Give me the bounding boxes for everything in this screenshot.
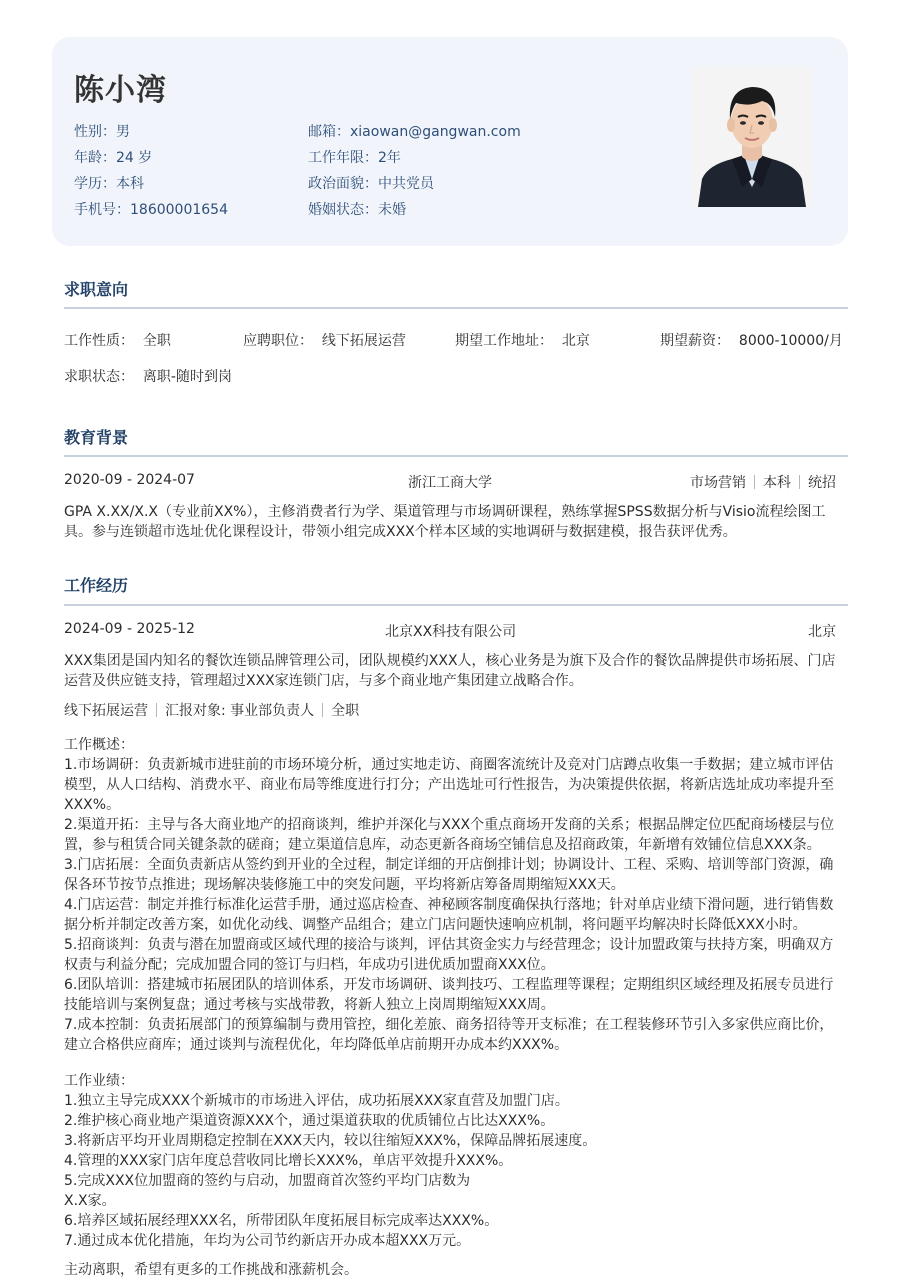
education-tags [690, 472, 836, 492]
marital-row [308, 199, 406, 219]
overview-line: 模型，从人口结构、消费水平、商业布局等维度进行打分；产出选址可行性报告，为决策提供依据，将新店选址成功率提升至 [64, 777, 834, 793]
work-city: 北京 [808, 624, 836, 640]
overview-line: XXX%。 [64, 797, 121, 813]
job-type-tag: 全职 [331, 703, 360, 719]
overview-line: 置，参与租赁合同关键条款的磋商；建立渠道信息库，动态更新各商场空铺信息及招商政策，年新增有效铺位信息XXX条。 [64, 837, 821, 853]
expected-salary-value: 8000-10000/月 [738, 333, 843, 349]
profile-photo [692, 67, 812, 207]
overview-line: 建立合格供应商库；通过谈判与流程优化，年均降低单店前期开办成本约XXX%。 [64, 1037, 569, 1053]
job-status-label: 求职状态： [64, 369, 134, 385]
achievement-line: 6.培养区域拓展经理XXX名，所带团队年度拓展目标完成率达XXX%。 [64, 1213, 499, 1229]
target-position [243, 330, 406, 350]
tag-separator [799, 475, 800, 489]
work-achievements [64, 1071, 844, 1251]
phone-row [74, 199, 228, 219]
portrait-image [692, 67, 812, 207]
tag-separator [156, 703, 157, 717]
intention-divider [64, 307, 848, 309]
overview-line: 4.门店运营：制定并推行标准化运营手册，通过巡店检查、神秘顾客制度确保执行落地；针对单店业绩下滑问题，进行销售数 [64, 897, 834, 913]
achievement-list [64, 1091, 844, 1251]
achievement-line: X.X家。 [64, 1193, 116, 1209]
company-desc-line: XXX集团是国内知名的餐饮连锁品牌管理公司，团队规模约XXX人，核心业务是为旗下及合作的餐饮品牌提供市场拓展、门店 [64, 653, 836, 669]
company-description [64, 651, 844, 691]
years-value: 2年 [378, 150, 401, 166]
education-row [74, 173, 144, 193]
gender-row [74, 121, 130, 141]
education-desc-line: GPA X.XX/X.X（专业前XX%），主修消费者行为学、渠道管理与市场调研课程，熟练掌握SPSS数据分析与Visio流程绘图工 [64, 504, 826, 520]
age-value: 24 岁 [116, 150, 153, 166]
years-row [308, 147, 401, 167]
achievement-line: 3.将新店平均开业周期稳定控制在XXX天内，较以往缩短XXX%，保障品牌拓展速度。 [64, 1133, 597, 1149]
email-row [308, 121, 521, 141]
achievement-label: 工作业绩： [64, 1073, 134, 1089]
education-title: 教育背景 [64, 428, 129, 447]
overview-line: 技能培训与案例复盘；通过考核与实战带教，将新人独立上岗周期缩短XXX周。 [64, 997, 555, 1013]
achievement-line: 4.管理的XXX家门店年度总营收同比增长XXX%，单店平效提升XXX%。 [64, 1153, 513, 1169]
overview-line: 权责与利益分配；完成加盟合同的签订与归档，年成功引进优质加盟商XXX位。 [64, 957, 555, 973]
admission-type: 统招 [808, 475, 836, 491]
target-position-label: 应聘职位： [243, 333, 313, 349]
achievement-line: 5.完成XXX位加盟商的签约与启动，加盟商首次签约平均门店数为 [64, 1173, 471, 1189]
job-type-label: 工作性质： [64, 333, 134, 349]
achievement-line: 7.通过成本优化措施，年均为公司节约新店开办成本超XXX万元。 [64, 1233, 471, 1249]
overview-line: 1.市场调研：负责新城市进驻前的市场环境分析，通过实地走访、商圈客流统计及竞对门店蹲点收集一手数据；建立城市评估 [64, 757, 834, 773]
tag-separator [322, 703, 323, 717]
intention-title: 求职意向 [64, 280, 129, 299]
marital-label: 婚姻状态： [308, 202, 378, 218]
political-value: 中共党员 [378, 176, 434, 192]
overview-line: 7.成本控制：负责拓展部门的预算编制与费用管控，细化差旅、商务招待等开支标准；在工程装修环节引入多家供应商比价， [64, 1017, 834, 1033]
degree: 本科 [763, 475, 791, 491]
overview-line: 6.团队培训：搭建城市拓展团队的培训体系，开发市场调研、谈判技巧、工程监理等课程；定期组织区域经理及拓展专员进行 [64, 977, 834, 993]
school-name: 浙江工商大学 [408, 475, 492, 491]
overview-line: 2.渠道开拓：主导与各大商业地产的招商谈判，维护并深化与XXX个重点商场开发商的关系；根据品牌定位匹配商场楼层与位 [64, 817, 835, 833]
education-value: 本科 [116, 176, 144, 192]
gender-value: 男 [116, 124, 130, 140]
overview-line: 据分析并制定改善方案，如优化动线、调整产品组合；建立门店问题快速响应机制，将问题平均解决时长降低XXX小时。 [64, 917, 807, 933]
company-name: 北京XX科技有限公司 [385, 624, 517, 640]
work-period: 2024-09 - 2025-12 [64, 621, 195, 637]
job-type-value: 全职 [142, 333, 171, 349]
overview-line: 保各环节按节点推进；现场解决装修施工中的突发问题，平均将新店筹备周期缩短XXX天。 [64, 877, 625, 893]
major: 市场营销 [690, 475, 746, 491]
phone-label: 手机号： [74, 202, 130, 218]
political-row [308, 173, 434, 193]
age-label: 年龄： [74, 150, 116, 166]
overview-list [64, 755, 844, 1055]
years-label: 工作年限： [308, 150, 378, 166]
candidate-name: 陈小湾 [74, 73, 167, 108]
expected-salary [660, 330, 843, 350]
job-status [64, 366, 232, 386]
phone-value: 18600001654 [130, 202, 228, 218]
role: 线下拓展运营 [64, 703, 148, 719]
profile-card [52, 37, 848, 246]
report-to: 汇报对象: 事业部负责人 [165, 703, 315, 719]
email-value: xiaowan@gangwan.com [350, 124, 521, 140]
marital-value: 未婚 [378, 202, 406, 218]
work-divider [64, 604, 848, 606]
overview-line: 3.门店拓展：全面负责新店从签约到开业的全过程，制定详细的开店倒排计划；协调设计、工程、采购、培训等部门资源，确 [64, 857, 834, 873]
education-desc-line: 具。参与连锁超市选址优化课程设计，带领小组完成XXX个样本区域的实地调研与数据建模，报告获评优秀。 [64, 524, 737, 540]
education-divider [64, 455, 848, 457]
education-label: 学历： [74, 176, 116, 192]
target-location [455, 330, 590, 350]
job-status-value: 离职-随时到岗 [142, 369, 232, 385]
achievement-line: 1.独立主导完成XXX个新城市的市场进入评估，成功拓展XXX家直营及加盟门店。 [64, 1093, 569, 1109]
education-description [64, 502, 844, 542]
education-period: 2020-09 - 2024-07 [64, 472, 195, 488]
email-label: 邮箱： [308, 124, 350, 140]
age-row [74, 147, 152, 167]
target-position-value: 线下拓展运营 [321, 333, 406, 349]
tag-separator [754, 475, 755, 489]
work-title: 工作经历 [64, 576, 129, 595]
work-overview [64, 735, 844, 1055]
achievement-line: 2.维护核心商业地产渠道资源XXX个，通过渠道获取的优质铺位占比达XXX%。 [64, 1113, 555, 1129]
political-label: 政治面貌： [308, 176, 378, 192]
company-desc-line: 运营及供应链支持，管理超过XXX家连锁门店，与多个商业地产集团建立战略合作。 [64, 673, 583, 689]
job-type [64, 330, 171, 350]
gender-label: 性别： [74, 124, 116, 140]
expected-salary-label: 期望薪资： [660, 333, 730, 349]
work-tags [64, 700, 359, 720]
target-location-label: 期望工作地址： [455, 333, 553, 349]
target-location-value: 北京 [561, 333, 590, 349]
overview-line: 5.招商谈判：负责与潜在加盟商或区域代理的接洽与谈判，评估其资金实力与经营理念；设计加盟政策与扶持方案，明确双方 [64, 937, 834, 953]
leave-reason: 主动离职，希望有更多的工作挑战和涨薪机会。 [64, 1262, 358, 1278]
overview-label: 工作概述： [64, 737, 134, 753]
